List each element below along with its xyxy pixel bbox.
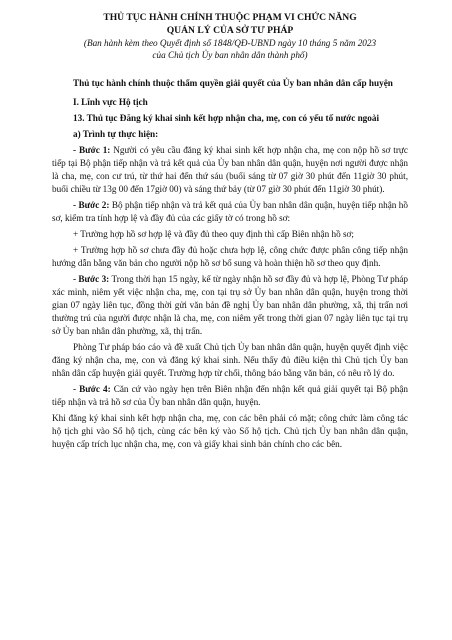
step-3-paragraph xyxy=(52,273,408,338)
step-1-text: Người có yêu cầu đăng ký khai sinh kết hợp nhận cha, mẹ con nộp hồ sơ trực tiếp tại Bộ phận tiếp nhận và trả kết quả của Ủy ban nhân dân quận, huyện nơi người được nhận là cha, mẹ, con cư trú, từ thứ hai đến thứ sáu (buổi sáng từ 07 giờ 30 phút đến 11giờ 30 phút, buổi chiều từ 13g 00 đến 17giờ 00) và sáng thứ bảy (từ 07 giờ 30 phút đến 11giờ 30 phút). xyxy=(52,145,408,194)
step-2-case-valid: + Trường hợp hồ sơ hợp lệ và đầy đủ theo quy định thì cấp Biên nhận hồ sơ; xyxy=(73,229,354,239)
step-3-paragraph-2: Phòng Tư pháp báo cáo và đề xuất Chủ tịch Ủy ban nhân dân quận, huyện quyết định việc đăng ký nhận cha, mẹ, con và đăng ký khai sinh. Nếu thấy đủ điều kiện thì Chủ tịch Ủy ban nhân dân cấp huyện giải quyết. Trường hợp từ chối, thông báo bằng văn bản, có nêu rõ lý do. xyxy=(52,342,408,378)
field-heading: I. Lĩnh vực Hộ tịch xyxy=(73,97,148,107)
header-subtitle-line1: (Ban hành kèm theo Quyết định số 1848/QĐ-UBND ngày 10 tháng 5 năm 2023 xyxy=(83,38,377,48)
header-subtitle-line2: của Chủ tịch Ủy ban nhân dân thành phố) xyxy=(152,50,308,60)
step-2-text: Bộ phận tiếp nhận và trả kết quả của Ủy ban nhân dân quận, huyện tiếp nhận hồ sơ, kiểm tra tính hợp lệ và đầy đủ của các giấy tờ có trong hồ sơ: xyxy=(52,200,408,223)
steps-heading: a) Trình tự thực hiện: xyxy=(73,129,159,139)
section-heading: Thủ tục hành chính thuộc thẩm quyền giải quyết của Ủy ban nhân dân cấp huyện xyxy=(73,78,393,88)
step-1-label: - Bước 1: xyxy=(73,145,111,155)
step-2-label: - Bước 2: xyxy=(73,200,110,210)
step-2-paragraph xyxy=(52,199,408,225)
step-4-paragraph xyxy=(52,383,408,409)
step-4-text: Căn cứ vào ngày hẹn trên Biên nhận đến nhận kết quả giải quyết tại Bộ phận tiếp nhận và trả hồ sơ của Ủy ban nhân dân quận, huyện. xyxy=(52,384,408,407)
document-header xyxy=(52,12,408,61)
header-title-line2: QUẢN LÝ CỦA SỞ TƯ PHÁP xyxy=(166,24,294,36)
step-2-case-invalid: + Trường hợp hồ sơ chưa đầy đủ hoặc chưa hợp lệ, công chức được phân công tiếp nhận hướng dẫn bằng văn bản cho người nộp hồ sơ bổ sung và hoàn thiện hồ sơ theo quy định. xyxy=(52,245,408,268)
closing-paragraph: Khi đăng ký khai sinh kết hợp nhận cha, mẹ, con các bên phải có mặt; công chức làm công tác hộ tịch ghi vào Sổ hộ tịch, cùng các bên ký vào Sổ hộ tịch. Chủ tịch Ủy ban nhân dân quận, huyện cấp trích lục nhận cha, mẹ, con và giấy khai sinh bản chính cho các bên. xyxy=(52,413,408,449)
step-4-label: - Bước 4: xyxy=(73,384,111,394)
step-1-paragraph xyxy=(52,144,408,196)
step-3-text: Trong thời hạn 15 ngày, kể từ ngày nhận hồ sơ đầy đủ và hợp lệ, Phòng Tư pháp xác minh, niêm yết việc nhận cha, mẹ, con tại trụ sở Ủy ban nhân dân quận, huyện trong thời gian 07 ngày liên tục, đồng thời gửi văn bản đề nghị Ủy ban nhân dân phường, xã, thị trấn nơi thường trú của người được nhận là cha, mẹ, con niêm yết trong thời gian 07 ngày liên tục tại trụ sở Ủy ban nhân dân phường, xã, thị trấn. xyxy=(52,274,408,336)
step-3-label: - Bước 3: xyxy=(73,274,110,284)
header-title-line1: THỦ TỤC HÀNH CHÍNH THUỘC PHẠM VI CHỨC NĂNG xyxy=(103,12,357,23)
procedure-heading: 13. Thủ tục Đăng ký khai sinh kết hợp nhận cha, mẹ, con có yếu tố nước ngoài xyxy=(73,113,380,123)
